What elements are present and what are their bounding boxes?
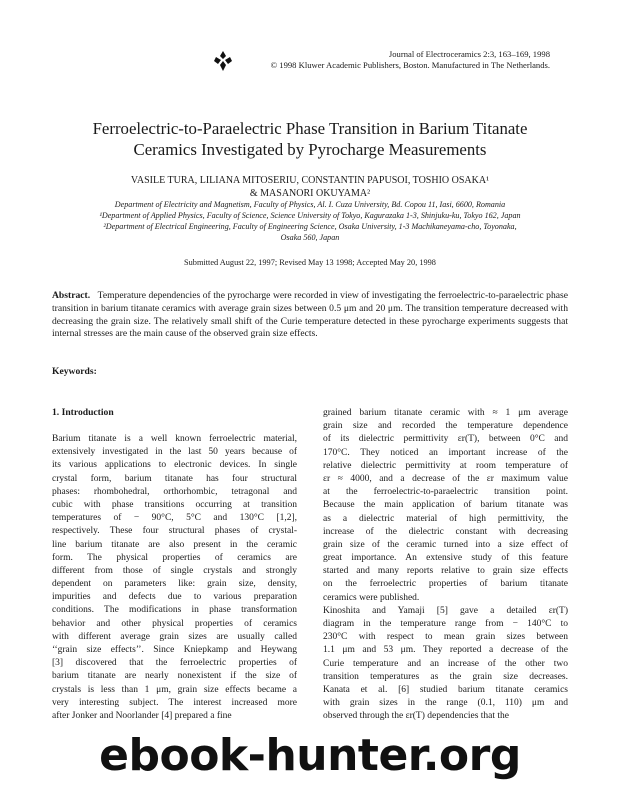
text-line: behavior and other physical properties of ceramics <box>52 618 297 629</box>
title-line: Ferroelectric-to-Paraelectric Phase Transition in Barium Titanate <box>92 119 528 138</box>
paper-title <box>40 118 580 160</box>
text-line: ceramics were published. <box>323 592 420 603</box>
text-line: grain size of the ceramic turned into a size effect of <box>323 539 568 550</box>
left-column-text <box>52 433 297 723</box>
copyright-line: © 1998 Kluwer Academic Publishers, Boston. Manufactured in The Netherlands. <box>270 60 550 70</box>
text-line: εr ≈ 4000, and a decrease of the εr maximum value <box>323 473 568 484</box>
keywords-label: Keywords: <box>52 366 97 377</box>
affiliation-line: Department of Electricity and Magnetism, Faculty of Physics, Al. I. Cuza University, Bd. Copou 11, Iasi, 6600, Romania <box>114 200 506 209</box>
affiliations <box>40 199 580 243</box>
text-line: crystal form, barium titanate has four structural <box>52 473 297 484</box>
text-line: its various applications to electronic devices. In single <box>52 460 297 471</box>
text-line: 230°C with respect to mean grain sizes between <box>323 632 568 643</box>
text-line: Kinoshita and Yamaji [5] gave a detailed εr(T) <box>323 605 568 616</box>
author-list <box>40 175 580 200</box>
abstract-label: Abstract. <box>52 290 91 301</box>
text-line: Curie temperature and an increase of the other two <box>323 658 568 669</box>
text-line: dependent on parameters like: grain size, density, <box>52 579 297 590</box>
text-line: diagram in the temperature range from − 140°C to <box>323 619 568 629</box>
text-line: extensively investigated in the last 50 years because of <box>52 447 297 458</box>
text-line: of its dielectric permittivity εr(T), between 0°C and <box>323 434 568 445</box>
text-line: [3] discovered that the ferroelectric properties of <box>52 658 297 669</box>
text-line: line barium titanate are also present in the ceramic <box>52 539 297 550</box>
text-line: with different average grain sizes are usually called <box>52 631 297 642</box>
author-line: & MASANORI OKUYAMA² <box>249 187 371 199</box>
section-heading: 1. Introduction <box>52 407 114 418</box>
text-line: after Jonker and Noorlander [4] prepared a fine <box>52 710 232 721</box>
text-line: different from those of single crystals and strongly <box>52 565 297 576</box>
title-line: Ceramics Investigated by Pyrocharge Measurements <box>133 140 487 159</box>
text-line: with grain sizes in the range (0.1, 110) μm and <box>323 698 568 709</box>
text-line: temperatures of − 90°C, 5°C and 130°C [1,2], <box>52 513 297 524</box>
abstract <box>52 290 568 341</box>
text-line: great importance. An extensive study of this feature <box>323 553 568 564</box>
text-line: grained barium titanate ceramic with ≈ 1 μm average <box>323 408 568 418</box>
journal-citation: Journal of Electroceramics 2:3, 163–169, 1998 <box>388 49 550 59</box>
text-line: Kanata et al. [6] studied barium titanate ceramics <box>323 684 568 695</box>
text-line: transition temperatures as the grain size decreases. <box>323 671 568 682</box>
text-line: cubic with phase transitions occurring at transition <box>52 499 297 510</box>
text-line: barium titanate are nearly nonexistent if the size of <box>52 671 297 682</box>
text-line: crystals is less than 1 μm, grain size effects became a <box>52 684 297 695</box>
text-line: 1.1 μm and 53 μm. They reported a decrease of the <box>323 645 568 656</box>
text-line: ‘‘grain size effects’’. Since Kniepkamp and Heywang <box>52 645 297 655</box>
text-line: phases: rhombohedral, orthorhombic, tetragonal and <box>52 486 297 497</box>
text-line: grain size and recorded the temperature dependence <box>323 421 568 432</box>
text-line: form. The physical properties of ceramics are <box>52 552 297 563</box>
text-line: impurities and defects due to various preparation <box>52 592 297 603</box>
text-line: very interesting subject. The interest increased more <box>52 697 297 708</box>
text-line: Because the main application of barium titanate was <box>323 500 568 511</box>
affiliation-line: Osaka 560, Japan <box>280 233 340 242</box>
affiliation-line: ¹Department of Applied Physics, Faculty of Science, Science University of Tokyo, Kagurazaka 1-3, Shinjuku-ku, Tokyo 162, Japan <box>99 211 521 220</box>
watermark-text: ebook-hunter.org <box>99 730 521 781</box>
publisher-logo-icon <box>213 50 233 72</box>
author-line: VASILE TURA, LILIANA MITOSERIU, CONSTANTIN PAPUSOI, TOSHIO OSAKA¹ <box>130 175 490 186</box>
text-line: increase of the dielectric constant with decreasing <box>323 526 568 537</box>
text-line: 170°C. They noticed an important increase of the <box>323 447 568 458</box>
text-line: respectively. These four structural phases of crystal- <box>52 526 297 537</box>
abstract-text: Temperature dependencies of the pyrocharge were recorded in view of investigating the ferroelectric-to-paraelectric phase transition in barium titanate ceramics with average grain sizes between 0.5 μm and 20 μm. The transition temperature decreased with decreasing the grain size. The relatively small shift of the Curie temperature detected in these pyrocharge experiments suggests that internal stresses are the main cause of the observed grain size effects. <box>52 290 568 340</box>
text-line: Barium titanate is a well known ferroelectric material, <box>52 434 297 444</box>
submission-dates: Submitted August 22, 1997; Revised May 13 1998; Accepted May 20, 1998 <box>184 258 436 267</box>
text-line: relative dielectric permittivity at room temperature of <box>323 460 568 471</box>
right-column-text <box>323 407 568 724</box>
affiliation-line: ²Department of Electrical Engineering, Faculty of Engineering Science, Osaka University, 1-3 Machikaneyama-cho, Toyonaka, <box>103 222 517 231</box>
text-line: observed through the εr(T) dependencies that the <box>323 711 510 722</box>
text-line: as a dielectric material of high permittivity, the <box>323 513 568 524</box>
text-line: on the ferroelectric properties of barium titanate <box>323 579 568 590</box>
text-line: at the ferroelectric-to-paraelectric transition point. <box>323 487 568 498</box>
text-line: conditions. The modifications in phase transformation <box>52 605 297 616</box>
text-line: started and many reports relative to grain size effects <box>323 566 568 577</box>
